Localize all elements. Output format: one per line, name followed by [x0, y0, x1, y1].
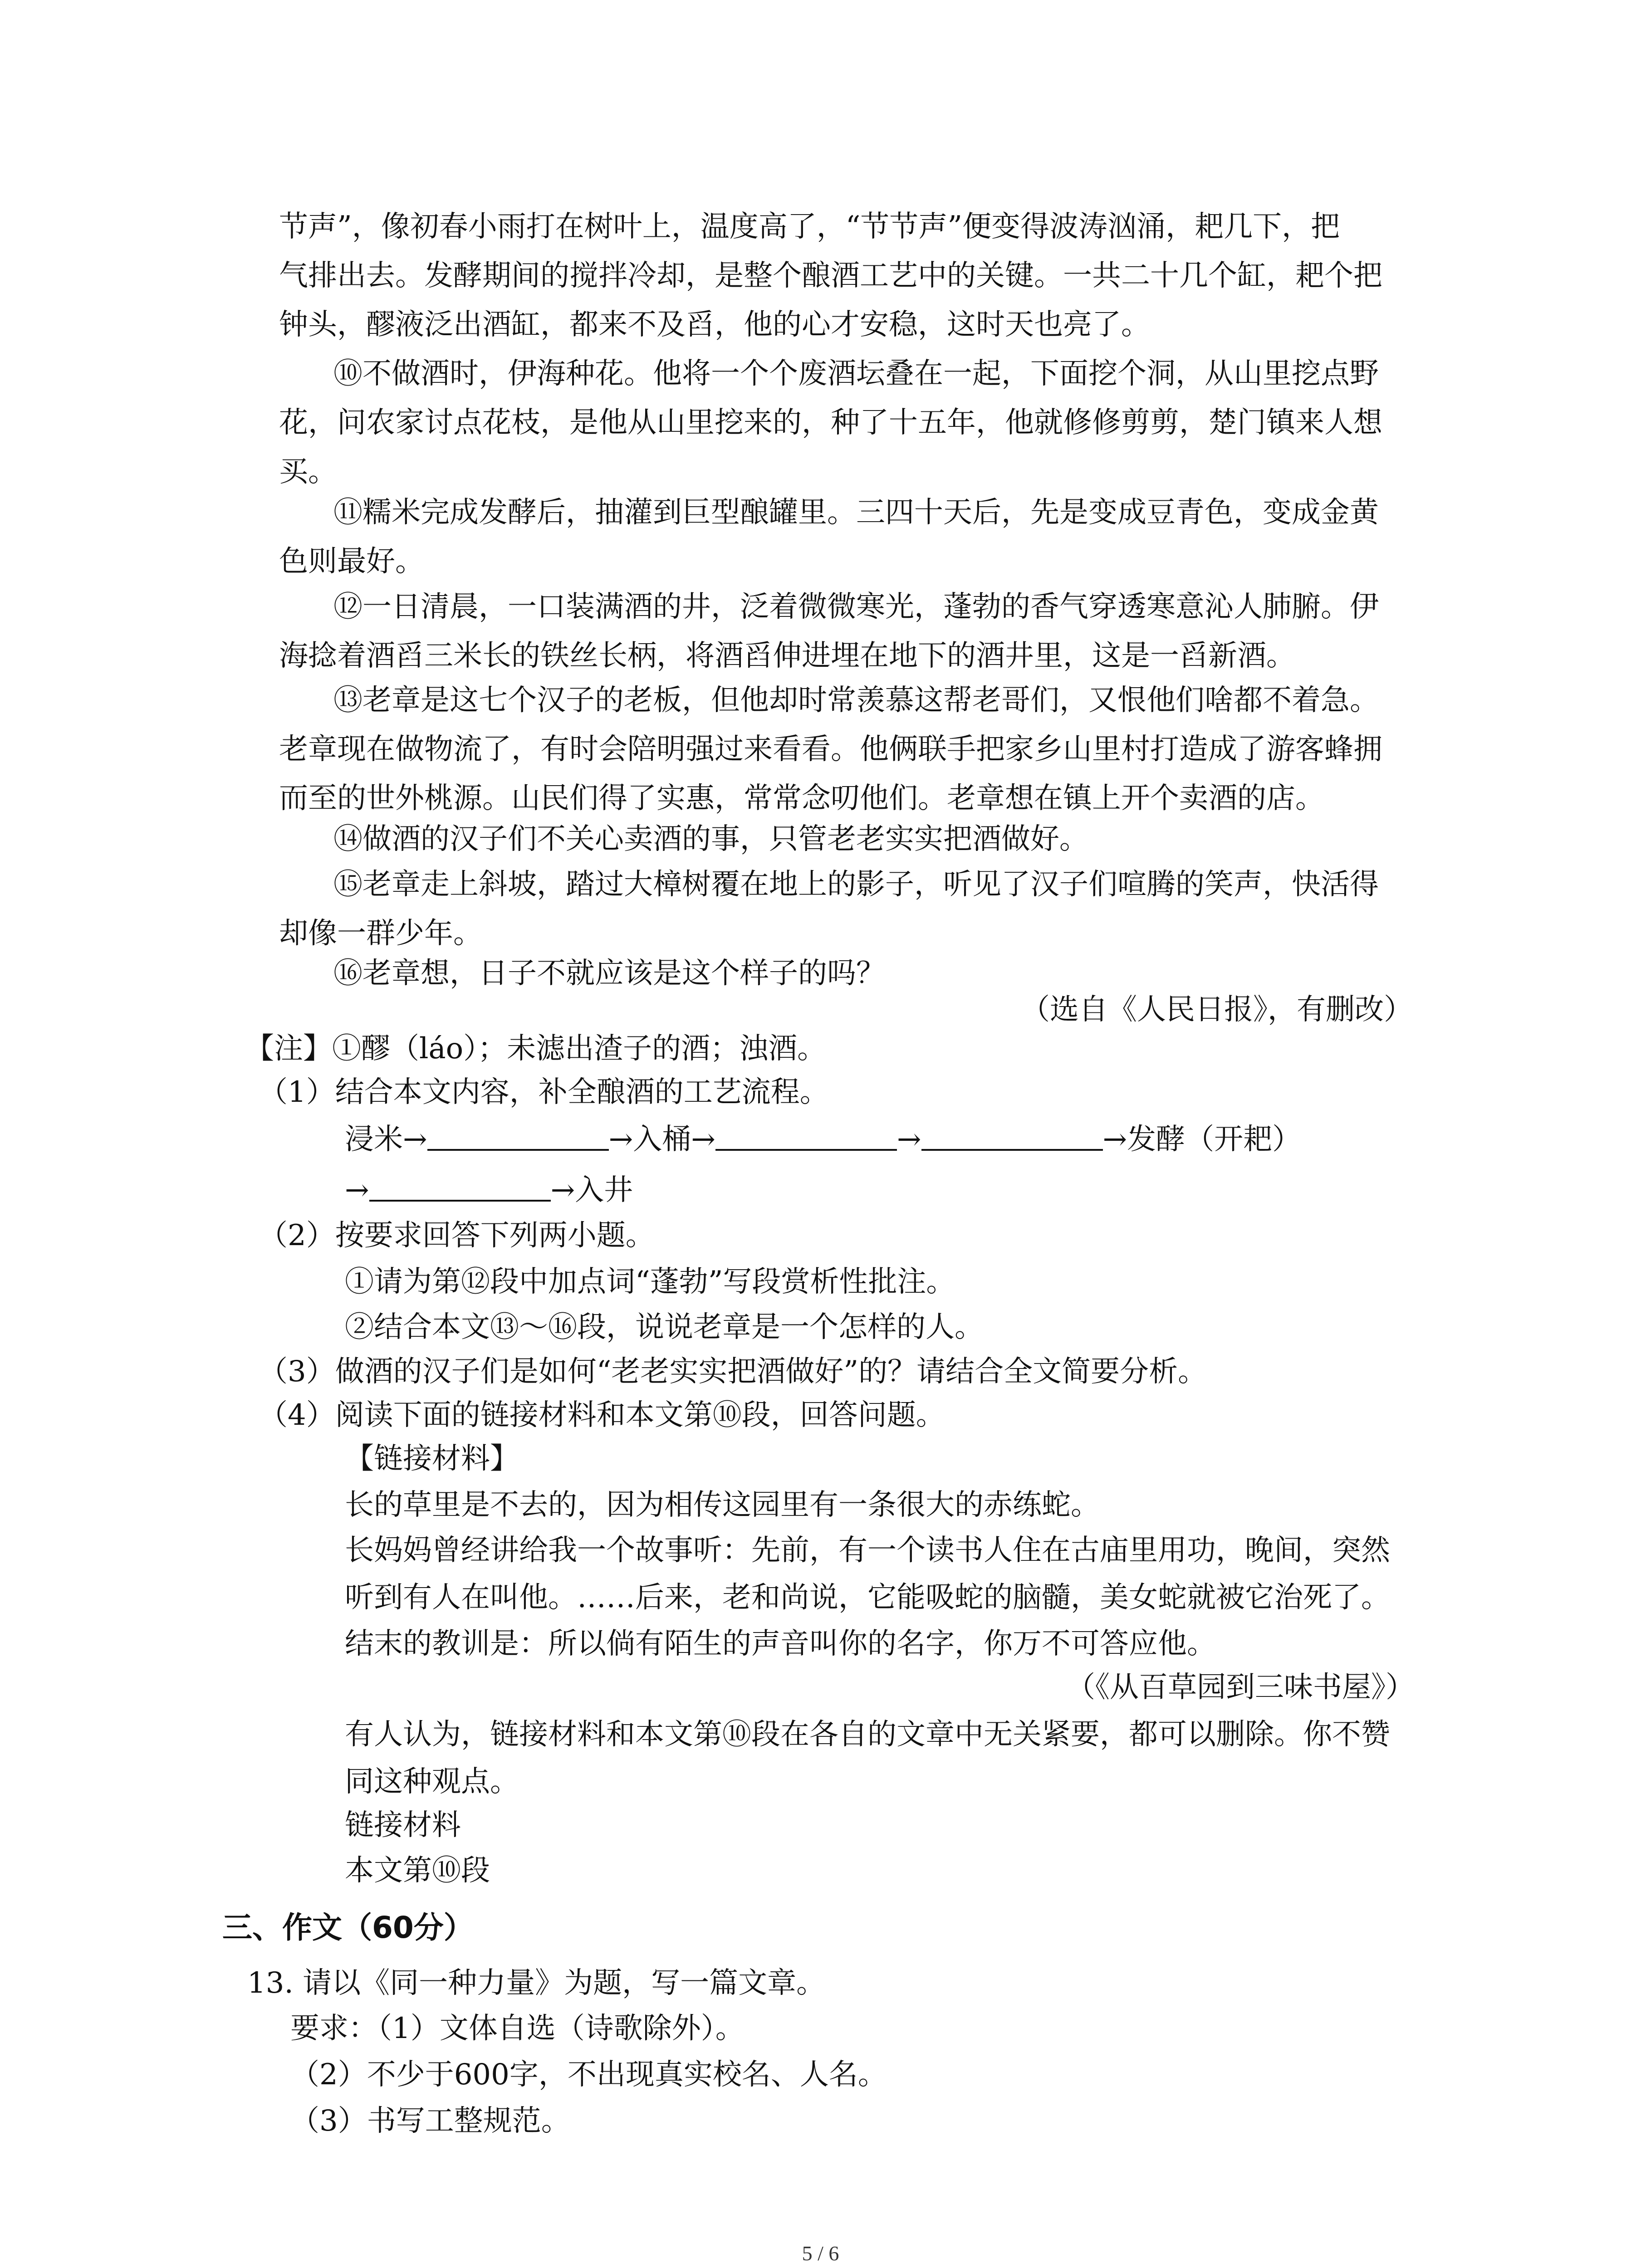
question-4: （4）阅读下面的链接材料和本文第⑩段，回答问题。 [259, 1398, 945, 1432]
answer-blank[interactable] [427, 1124, 609, 1151]
requirement-line: （3）书写工整规范。 [290, 2104, 570, 2138]
text-line: ⑮老章走上斜坡，踏过大樟树覆在地上的影子，听见了汉子们喧腾的笑声，快活得 [333, 868, 1379, 901]
page-number: 5 / 6 [802, 2242, 839, 2265]
answer-blank[interactable] [715, 1124, 897, 1151]
text-line: ⑭做酒的汉子们不关心卖酒的事，只管老老实实把酒做好。 [333, 822, 1088, 856]
flow-row-1 [345, 1121, 1301, 1158]
question-3: （3）做酒的汉子们是如何“老老实实把酒做好”的？请结合全文简要分析。 [259, 1355, 1207, 1388]
question-13: 13. 请以《同一种力量》为题，写一篇文章。 [247, 1966, 826, 2000]
question-text: 有人认为，链接材料和本文第⑩段在各自的文章中无关紧要，都可以删除。你不赞 [345, 1718, 1390, 1751]
flow-label: →入桶→ [608, 1123, 715, 1156]
text-line: ⑪糯米完成发酵后，抽灌到巨型酿罐里。三四十天后，先是变成豆青色，变成金黄 [333, 496, 1379, 529]
sub-question: ①请为第⑫段中加点词“蓬勃”写段赏析性批注。 [345, 1265, 955, 1299]
link-material-heading: 【链接材料】 [345, 1442, 519, 1476]
answer-blank[interactable] [921, 1124, 1103, 1151]
flow-label: →发酵（开耙） [1102, 1123, 1302, 1156]
link-material-line: 结末的教训是：所以倘有陌生的声音叫你的名字，你万不可答应他。 [345, 1627, 1216, 1661]
flow-label: → [345, 1173, 369, 1207]
question-2: （2）按要求回答下列两小题。 [259, 1219, 655, 1252]
footnote: 【注】①醪（láo）；未滤出渣子的酒；浊酒。 [245, 1032, 827, 1066]
question-1: （1）结合本文内容，补全酿酒的工艺流程。 [259, 1075, 829, 1109]
requirement-line: （2）不少于600字，不出现真实校名、人名。 [290, 2058, 887, 2092]
text-line: ⑫一日清晨，一口装满酒的井，泛着微微寒光，蓬勃的香气穿透寒意沁人肺腑。伊 [333, 590, 1379, 624]
flow-label: → [896, 1123, 921, 1156]
text-line: 海捻着酒舀三米长的铁丝长柄，将酒舀伸进埋在地下的酒井里，这是一舀新酒。 [279, 639, 1295, 673]
flow-row-2 [345, 1172, 633, 1208]
source-citation: （选自《人民日报》，有删改） [1021, 993, 1413, 1026]
text-line: 钟头，醪液泛出酒缸，都来不及舀，他的心才安稳，这时天也亮了。 [279, 308, 1150, 342]
link-material-line: 听到有人在叫他。……后来，老和尚说，它能吸蛇的脑髓，美女蛇就被它治死了。 [345, 1581, 1390, 1614]
link-material-line: 长妈妈曾经讲给我一个故事听：先前，有一个读书人住在古庙里用功，晚间，突然 [345, 1534, 1390, 1567]
text-line: 而至的世外桃源。山民们得了实惠，常常念叨他们。老章想在镇上开个卖酒的店。 [279, 782, 1324, 815]
text-line: 色则最好。 [279, 545, 424, 578]
answer-blank[interactable] [369, 1174, 551, 1202]
text-line: 买。 [279, 455, 337, 489]
sub-question: ②结合本文⑬～⑯段，说说老章是一个怎样的人。 [345, 1310, 984, 1344]
text-line: 却像一群少年。 [279, 917, 482, 950]
flow-label: →入井 [550, 1173, 633, 1207]
text-line: ⑬老章是这七个汉子的老板，但他却时常羡慕这帮老哥们，又恨他们啥都不着急。 [333, 684, 1379, 717]
text-line: 花，问农家讨点花枝，是他从山里挖来的，种了十五年，他就修修剪剪，楚门镇来人想 [279, 406, 1382, 440]
text-line: 节声”，像初春小雨打在树叶上，温度高了，“节节声”便变得波涛汹涌，耙几下，把 [279, 210, 1340, 244]
link-material-source: （《从百草园到三味书屋》） [1066, 1671, 1415, 1704]
text-line: 老章现在做物流了，有时会陪明强过来看看。他俩联手把家乡山里村打造成了游客蜂拥 [279, 733, 1382, 766]
answer-label: 链接材料 [345, 1809, 461, 1842]
answer-label: 本文第⑩段 [345, 1854, 490, 1887]
link-material-line: 长的草里是不去的，因为相传这园里有一条很大的赤练蛇。 [345, 1488, 1100, 1522]
section-heading: 三、作文（60分） [222, 1910, 474, 1945]
text-line: ⑩不做酒时，伊海种花。他将一个个废酒坛叠在一起，下面挖个洞，从山里挖点野 [333, 357, 1379, 391]
flow-label: 浸米→ [345, 1123, 427, 1156]
text-line: 气排出去。发酵期间的搅拌冷却，是整个酿酒工艺中的关键。一共二十几个缸，耙个把 [279, 259, 1382, 293]
requirement-line: 要求：（1）文体自选（诗歌除外）。 [290, 2012, 745, 2045]
question-text: 同这种观点。 [345, 1765, 519, 1799]
text-line: ⑯老章想，日子不就应该是这个样子的吗？ [333, 957, 885, 990]
